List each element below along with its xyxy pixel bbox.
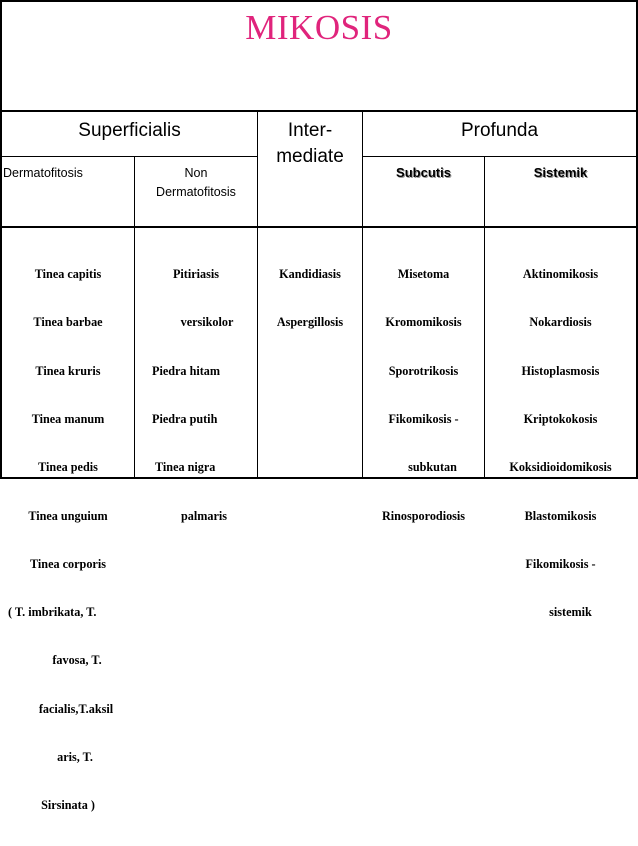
list-item: facialis,T.aksil (38, 701, 114, 716)
subheader-dermatofitosis: Dermatofitosis (3, 166, 83, 180)
list-item: Nokardiosis (529, 315, 592, 330)
subheader-subcutis: Subcutis (396, 165, 451, 180)
list-item: Kandidiasis (279, 267, 341, 282)
list-item: Pitiriasis (172, 267, 220, 282)
list-item: Sporotrikosis (388, 363, 459, 378)
list-item: Histoplasmosis (521, 363, 600, 378)
list-item: Tinea pedis (38, 460, 98, 475)
list-item: Tinea barbae (33, 315, 103, 330)
list-item: Tinea manum (31, 412, 105, 427)
list-item: Tinea capitis (34, 267, 102, 282)
list-item: Misetoma (397, 267, 450, 282)
column-subcutis (363, 234, 484, 556)
list-item: Kromomikosis (385, 315, 462, 330)
header-intermediate-line2: mediate (276, 146, 344, 167)
slide-title: MIKOSIS (245, 8, 393, 47)
list-item: Fikomikosis - (525, 556, 596, 571)
list-item: aris, T. (57, 750, 93, 764)
list-item: Aktinomikosis (522, 267, 599, 282)
header-intermediate-line1: Inter- (287, 120, 333, 141)
list-item: sistemik (549, 605, 592, 620)
header-superficialis: Superficialis (78, 120, 181, 141)
list-item: versikolor (180, 315, 234, 330)
list-item: Rinosporodiosis (381, 508, 466, 523)
list-item: Piedra hitam (152, 363, 221, 378)
column-intermediate (258, 234, 362, 363)
subheader-non-line1: Non (184, 166, 208, 180)
header-intermediate (258, 118, 362, 170)
list-item: Piedra putih (152, 412, 218, 427)
list-item: Tinea unguium (28, 508, 108, 523)
column-sistemik (485, 234, 636, 652)
header-profunda: Profunda (460, 120, 539, 141)
list-item: Aspergillosis (276, 315, 344, 330)
list-item: subkutan (408, 460, 457, 475)
subheader-non-line2: Dermatofitosis (156, 185, 236, 199)
rule-below-headers-right (362, 156, 638, 157)
list-item: favosa, T. (52, 653, 102, 668)
list-item: Fikomikosis - (388, 412, 459, 427)
list-item: ( T. imbrikata, T. (8, 605, 97, 620)
subheader-non-dermatofitosis (135, 164, 257, 202)
list-item: palmaris (180, 508, 228, 523)
list-item: Tinea nigra (155, 460, 216, 475)
list-item: Tinea kruris (35, 363, 101, 378)
list-item: Sirsinata ) (41, 798, 95, 813)
rule-below-headers (0, 156, 257, 157)
border-top (0, 0, 638, 2)
list-item: Kriptokokosis (523, 412, 598, 427)
list-item: Tinea corporis (30, 556, 106, 571)
column-dermatofitosis (2, 234, 134, 846)
rule-below-subheaders (0, 226, 638, 228)
rule-below-title (0, 110, 638, 112)
column-non-dermatofitosis (135, 234, 257, 556)
list-item: Blastomikosis (524, 508, 597, 523)
subheader-sistemik: Sistemik (533, 165, 588, 180)
list-item: Koksidioidomikosis (509, 460, 612, 475)
